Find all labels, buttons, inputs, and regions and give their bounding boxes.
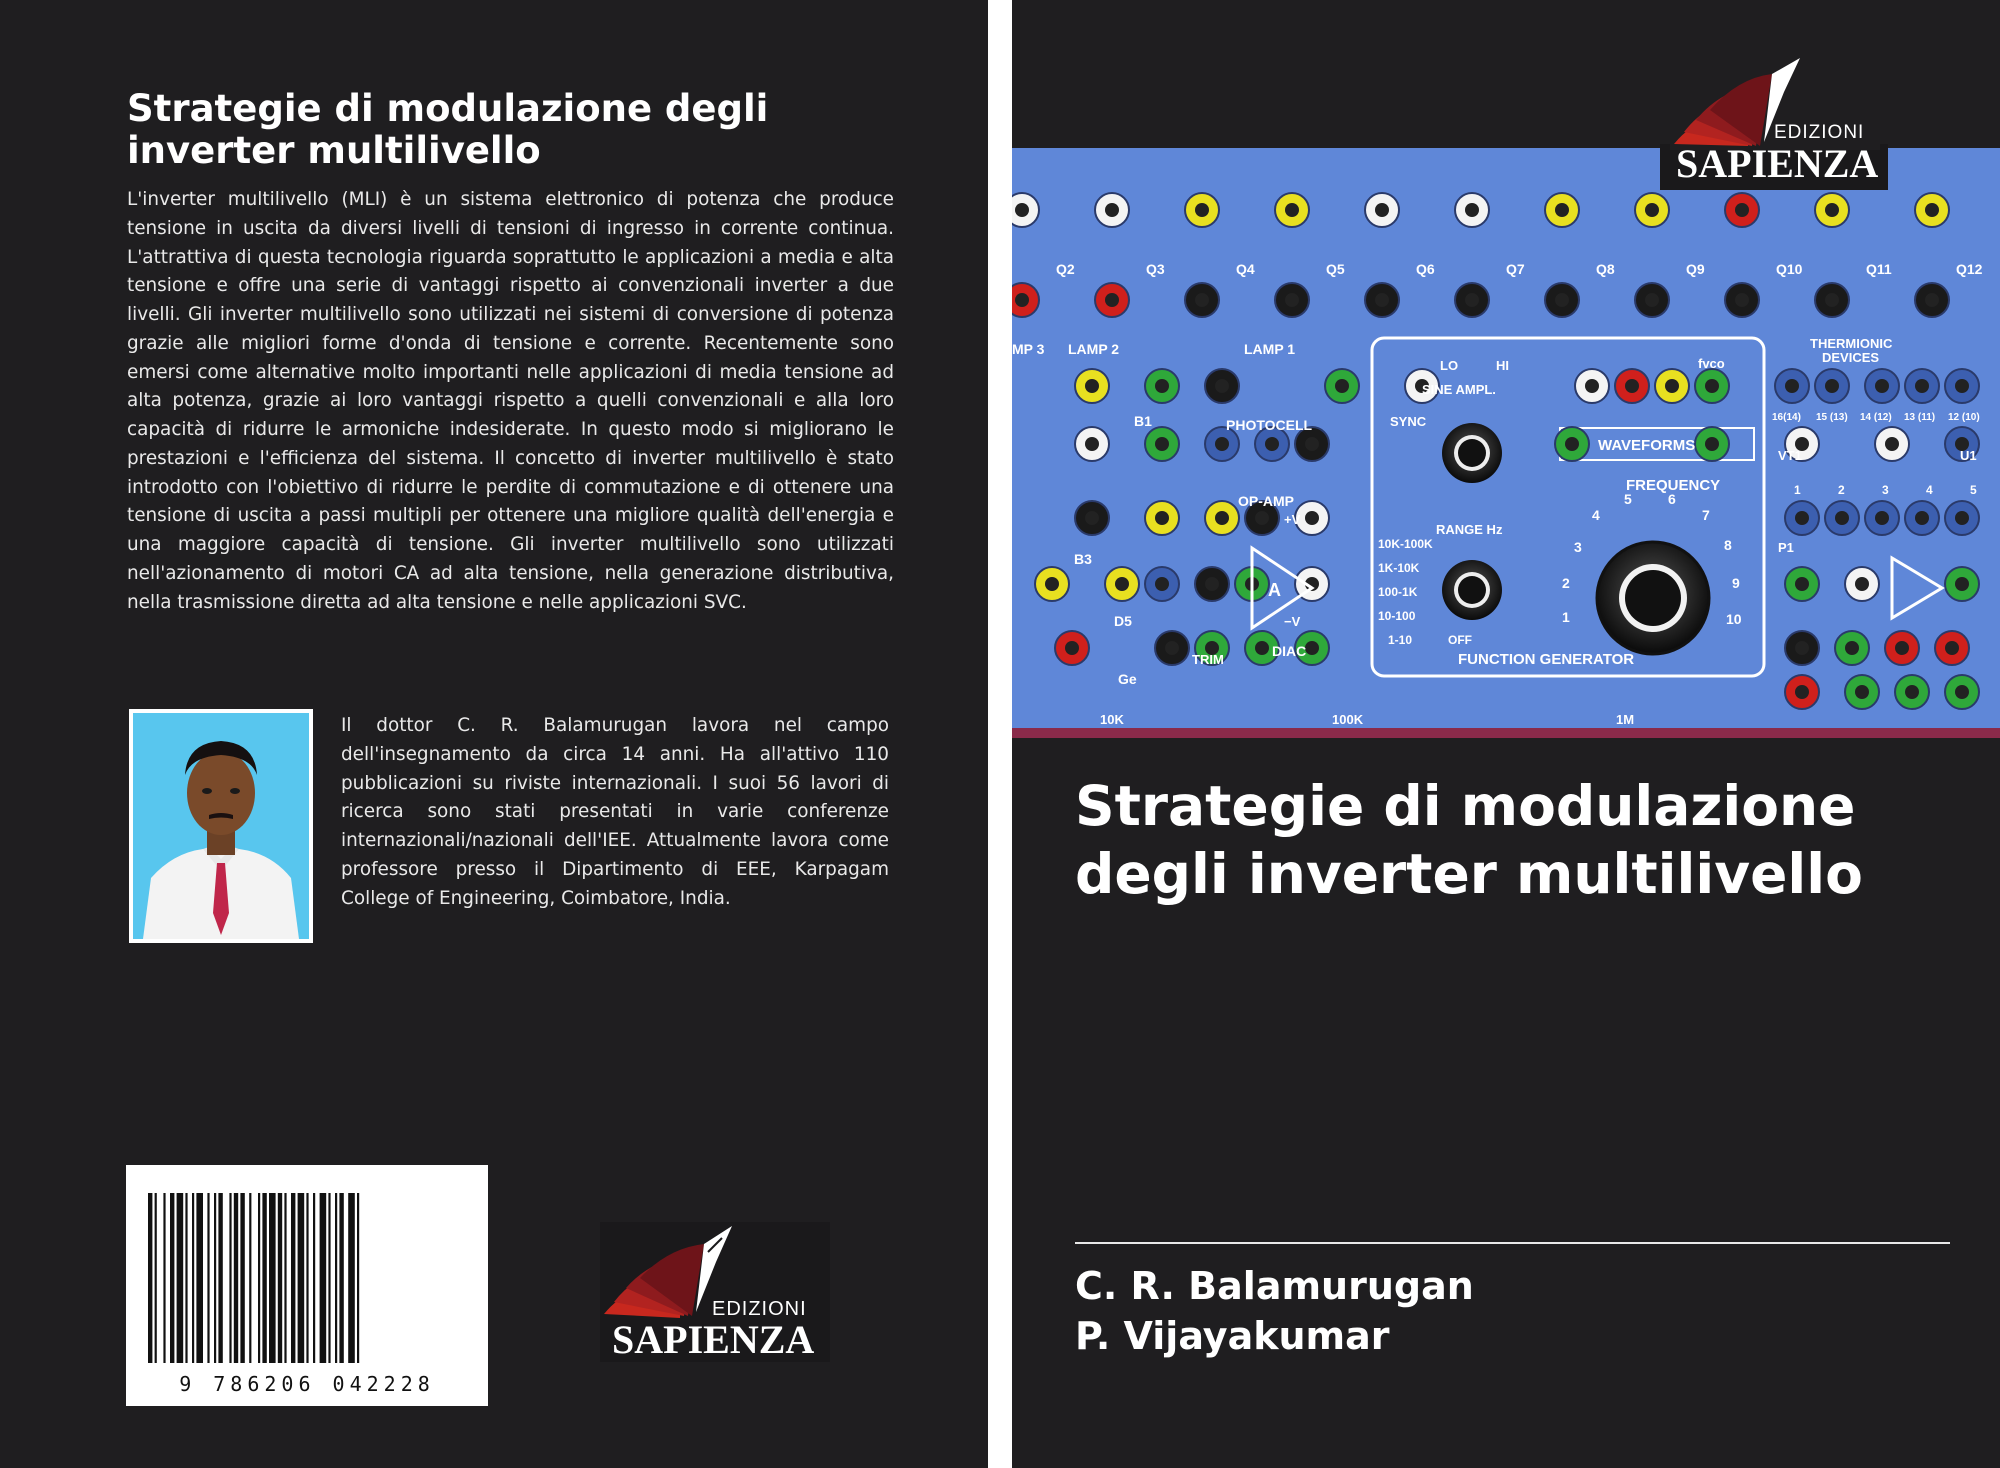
jack-socket <box>1725 283 1759 317</box>
panel-label: RANGE Hz <box>1436 522 1503 537</box>
author-name-1: C. R. Balamurugan <box>1075 1264 1474 1308</box>
jack-socket <box>1875 427 1909 461</box>
book-description: L'inverter multilivello (MLI) è un sistema elettronico di potenza che produce tensione in uscita da diversi livelli di tensioni di ingresso in corrente continua. L'attrattiva di questa tecnologia riguarda soprattutto le applicazioni a media e alta tensione e offre una serie di vantaggi rispetto ai convenzionali inverter a due livelli. Gli inverter multilivello sono utilizzati nei sistemi di conversione di potenza grazie alle migliori forme d'onda di tensione e corrente. Recentemente sono emersi come alternative molto importanti nelle applicazioni di media tensione ad alta potenza, grazie ai loro vantaggi rispetto a quelli convenzionali e alla loro capacità di ridurre le armoniche indesiderate. In questo modo si migliorano le prestazioni e l'efficienza del sistema. Il concetto di inverter multilivello è stato introdotto con l'obiettivo di ridurre le perdite di commutazione e di ottenere una tensione di uscita a passi multipli per ottenere una migliore qualità dell'energia e una maggiore capacità di tensione. Gli inverter multilivello sono utilizzati nell'azionamento di motori CA ad alta tensione, nella generazione distributiva, nella trasmissione diretta ad alta tensione e nelle applicazioni SVC. <box>127 189 894 613</box>
panel-label: HI <box>1496 358 1509 373</box>
jack-socket <box>1075 369 1109 403</box>
panel-label: 7 <box>1702 507 1710 523</box>
jack-socket <box>1945 369 1979 403</box>
panel-label: 4 <box>1926 483 1933 497</box>
panel-label: 6 <box>1668 491 1676 507</box>
panel-label: 2 <box>1838 483 1845 497</box>
panel-label: 100K <box>1332 712 1364 727</box>
barcode-bar <box>249 1193 251 1363</box>
panel-label: 10-100 <box>1378 609 1416 623</box>
jack-socket <box>1945 501 1979 535</box>
panel-label: 100-1K <box>1378 585 1418 599</box>
panel-label: +V <box>1284 512 1301 527</box>
jack-socket <box>1815 283 1849 317</box>
jack-socket <box>1155 631 1189 665</box>
cover-photo-circuit-board <box>1012 148 2000 738</box>
panel-label: Q2 <box>1056 261 1075 277</box>
jack-socket <box>1785 567 1819 601</box>
panel-label: B1 <box>1134 413 1152 429</box>
jack-socket <box>1835 631 1869 665</box>
barcode-bar <box>214 1193 216 1363</box>
jack-socket <box>1635 193 1669 227</box>
jack-socket <box>1725 193 1759 227</box>
jack-socket <box>1845 675 1879 709</box>
jack-socket <box>1105 567 1139 601</box>
jack-socket <box>1575 369 1609 403</box>
author-photo <box>129 709 313 943</box>
panel-label: D5 <box>1114 613 1132 629</box>
panel-label: 5 <box>1624 491 1632 507</box>
barcode-bar <box>298 1193 305 1363</box>
sine-ampl-knob <box>1442 423 1502 483</box>
panel-label: 12 (10) <box>1948 412 1980 423</box>
jack-socket <box>1655 369 1689 403</box>
barcode-bar <box>177 1193 184 1363</box>
panel-label: Q9 <box>1686 261 1705 277</box>
barcode-bar <box>163 1193 165 1363</box>
jack-socket <box>1075 501 1109 535</box>
panel-label: LO <box>1440 358 1459 373</box>
jack-socket <box>1035 567 1069 601</box>
panel-label: FREQUENCY <box>1626 477 1721 494</box>
publisher-logo-back <box>600 1222 830 1362</box>
barcode-bar <box>348 1193 355 1363</box>
circuit-panel-image <box>1012 148 2000 738</box>
jack-socket <box>1905 501 1939 535</box>
logo-sapienza-text: SAPIENZA <box>612 1317 815 1362</box>
jack-socket <box>1815 369 1849 403</box>
barcode-bar <box>218 1193 222 1363</box>
jack-socket <box>1455 193 1489 227</box>
panel-label: DIAC <box>1272 643 1307 659</box>
range-knob <box>1442 560 1502 620</box>
frequency-knob <box>1597 542 1709 654</box>
jack-socket <box>1185 193 1219 227</box>
panel-label: 1 <box>1794 483 1801 497</box>
barcode-bar <box>258 1193 260 1363</box>
jack-socket <box>1915 193 1949 227</box>
panel-label: 3 <box>1882 483 1889 497</box>
panel-label: −V <box>1284 614 1301 629</box>
panel-label: Q10 <box>1776 261 1803 277</box>
barcode-bar <box>240 1193 244 1363</box>
barcode-bar <box>278 1193 282 1363</box>
panel-label: LAMP 2 <box>1068 341 1120 357</box>
panel-label: 1M <box>1616 712 1635 727</box>
panel-label: 2 <box>1562 575 1570 591</box>
isbn-digits: 9 786206 042228 <box>179 1372 435 1396</box>
jack-socket <box>1275 193 1309 227</box>
jack-socket <box>1095 283 1129 317</box>
panel-label: fvco <box>1698 356 1725 371</box>
panel-label: Q4 <box>1236 261 1255 277</box>
jack-socket <box>1075 427 1109 461</box>
panel-label: A <box>1268 580 1281 600</box>
barcode-bar <box>192 1193 194 1363</box>
panel-label: P1 <box>1778 540 1794 555</box>
logo-sapienza-text: SAPIENZA <box>1676 141 1879 186</box>
panel-label: DEVICES <box>1822 350 1880 365</box>
jack-socket <box>1365 193 1399 227</box>
jack-socket <box>1865 501 1899 535</box>
publisher-logo-front <box>1660 58 1888 190</box>
jack-socket <box>1205 501 1239 535</box>
panel-label: Ge <box>1118 671 1137 687</box>
jack-socket <box>1615 369 1649 403</box>
jack-socket <box>1695 369 1729 403</box>
barcode-bar <box>155 1193 157 1363</box>
panel-label: B3 <box>1074 551 1092 567</box>
barcode-bar <box>320 1193 327 1363</box>
jack-socket <box>1185 283 1219 317</box>
barcode-bar <box>229 1193 231 1363</box>
barcode-bar <box>207 1193 209 1363</box>
panel-label: Q8 <box>1596 261 1615 277</box>
isbn-barcode <box>126 1165 488 1406</box>
panel-label: 13 (11) <box>1904 412 1936 423</box>
author-name-2: P. Vijayakumar <box>1075 1314 1390 1358</box>
panel-label: PHOTOCELL <box>1226 417 1313 433</box>
barcode-bar <box>148 1193 152 1363</box>
jack-socket <box>1695 427 1729 461</box>
front-cover-title: Strategie di modulazione degli inverter multilivello <box>1075 774 1863 906</box>
panel-label: Q3 <box>1146 261 1165 277</box>
barcode-bar <box>262 1193 266 1363</box>
barcode-bar <box>328 1193 330 1363</box>
jack-socket <box>1145 369 1179 403</box>
jack-socket <box>1205 369 1239 403</box>
jack-socket <box>1935 631 1969 665</box>
barcode-bar <box>339 1193 343 1363</box>
panel-label: SINE AMPL. <box>1422 382 1496 397</box>
barcode-bar <box>170 1193 174 1363</box>
jack-socket <box>1545 283 1579 317</box>
panel-label: 3 <box>1574 539 1582 555</box>
panel-label: Q7 <box>1506 261 1525 277</box>
author-portrait-image <box>133 713 309 939</box>
barcode-bar <box>196 1193 203 1363</box>
jack-socket <box>1275 283 1309 317</box>
back-cover <box>0 0 988 1468</box>
jack-socket <box>1555 427 1589 461</box>
jack-socket <box>1145 501 1179 535</box>
panel-label: 15 (13) <box>1816 412 1848 423</box>
barcode-bar <box>291 1193 295 1363</box>
panel-label: 16(14) <box>1772 412 1801 423</box>
jack-socket <box>1785 501 1819 535</box>
panel-label: OP-AMP <box>1238 493 1294 509</box>
jack-socket <box>1785 631 1819 665</box>
logo-edizioni-text: EDIZIONI <box>712 1298 807 1320</box>
jack-socket <box>1915 283 1949 317</box>
panel-label: SYNC <box>1390 414 1427 429</box>
jack-socket <box>1145 567 1179 601</box>
panel-label: 8 <box>1724 537 1732 553</box>
panel-label: MP 3 <box>1012 341 1045 357</box>
panel-label: Q12 <box>1956 261 1983 277</box>
panel-label: U1 <box>1960 448 1977 463</box>
panel-label: 14 (12) <box>1860 412 1892 423</box>
barcode-bar <box>284 1193 286 1363</box>
barcode-bar <box>269 1193 276 1363</box>
jack-socket <box>1885 631 1919 665</box>
jack-socket <box>1945 675 1979 709</box>
jack-socket <box>1905 369 1939 403</box>
jack-socket <box>1635 283 1669 317</box>
barcode-bar <box>306 1193 308 1363</box>
jack-socket <box>1825 501 1859 535</box>
jack-socket <box>1815 193 1849 227</box>
barcode-bar <box>335 1193 337 1363</box>
divider-line <box>1075 1242 1950 1244</box>
barcode-bar <box>313 1193 315 1363</box>
panel-label: 1K-10K <box>1378 561 1420 575</box>
panel-label: LAMP 1 <box>1244 341 1296 357</box>
panel-label: WAVEFORMS <box>1598 437 1696 454</box>
author-bio: Il dottor C. R. Balamurugan lavora nel campo dell'insegnamento da circa 14 anni. Ha all'attivo 110 pubblicazioni su riviste internazionali. I suoi 56 lavori di ricerca sono stati presentati in varie conferenze internazionali/nazionali dell'IEE. Attualmente lavora come professore presso il Dipartimento di EEE, Karpagam College of Engineering, Coimbatore, India. <box>341 715 889 909</box>
back-cover-title: Strategie di modulazione degli inverter multilivello <box>127 87 769 172</box>
logo-edizioni-text: EDIZIONI <box>1774 122 1865 143</box>
panel-label: Q6 <box>1416 261 1435 277</box>
panel-label: TRIM <box>1192 652 1224 667</box>
panel-label: Q5 <box>1326 261 1345 277</box>
jack-socket <box>1845 567 1879 601</box>
panel-label: 1-10 <box>1388 633 1413 647</box>
panel-label: VT1 <box>1778 448 1802 463</box>
jack-socket <box>1055 631 1089 665</box>
jack-socket <box>1895 675 1929 709</box>
panel-label: FUNCTION GENERATOR <box>1458 651 1635 668</box>
panel-label: 9 <box>1732 575 1740 591</box>
barcode-bar <box>357 1193 359 1363</box>
barcode-bar <box>234 1193 238 1363</box>
front-cover <box>1012 0 2000 1468</box>
jack-socket <box>1365 283 1399 317</box>
jack-socket <box>1145 427 1179 461</box>
jack-socket <box>1325 369 1359 403</box>
jack-socket <box>1455 283 1489 317</box>
panel-label: OFF <box>1448 633 1472 647</box>
jack-socket <box>1012 283 1039 317</box>
jack-socket <box>1865 369 1899 403</box>
panel-label: 1 <box>1562 609 1570 625</box>
jack-socket <box>1095 193 1129 227</box>
panel-label: 10K <box>1100 712 1124 727</box>
panel-label: THERMIONIC <box>1810 336 1893 351</box>
jack-socket <box>1012 193 1039 227</box>
barcode-bars <box>126 1165 488 1406</box>
panel-label: 10 <box>1726 611 1742 627</box>
jack-socket <box>1545 193 1579 227</box>
panel-label: 5 <box>1970 483 1977 497</box>
barcode-bar <box>185 1193 187 1363</box>
panel-label: Q11 <box>1866 261 1892 277</box>
panel-label: 10K-100K <box>1378 537 1433 551</box>
jack-socket <box>1195 567 1229 601</box>
jack-socket <box>1775 369 1809 403</box>
jack-socket <box>1785 675 1819 709</box>
jack-socket <box>1945 567 1979 601</box>
panel-label: 4 <box>1592 507 1600 523</box>
